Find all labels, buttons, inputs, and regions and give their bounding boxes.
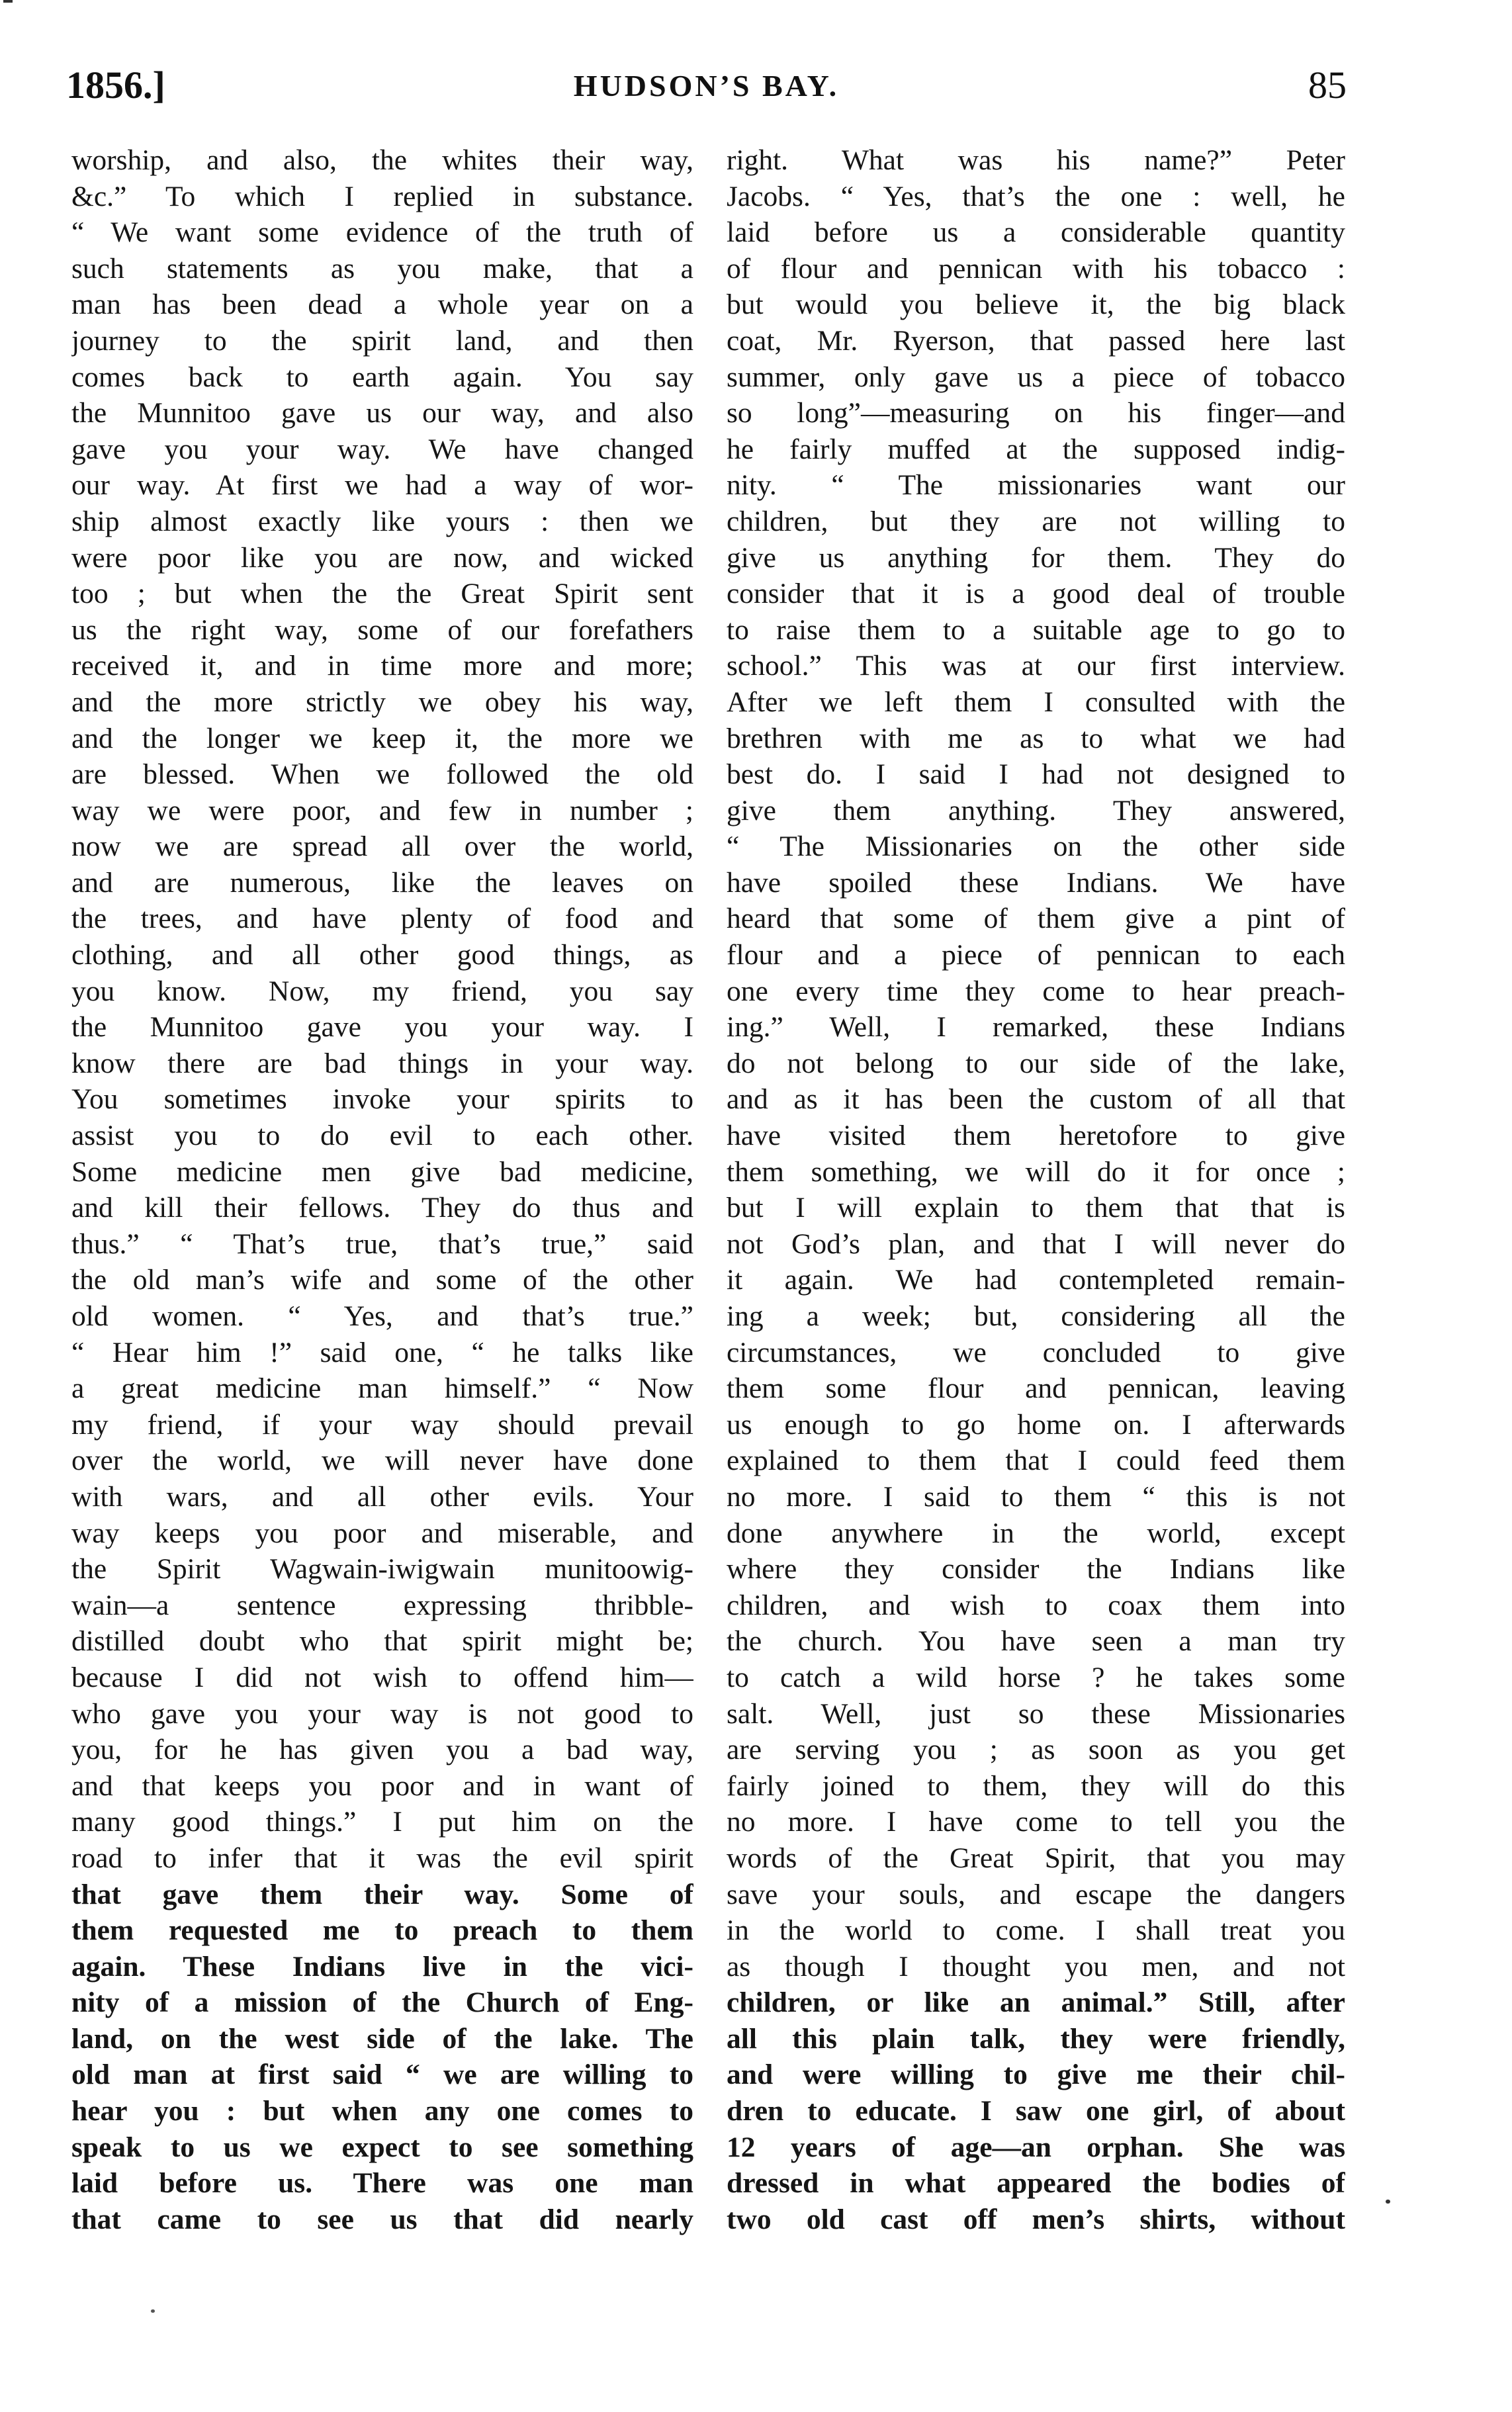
print-speck	[151, 2309, 155, 2313]
text-line: with wars, and all other evils. Your	[71, 1480, 693, 1513]
text-line: best do. I said I had not designed to	[727, 758, 1345, 791]
text-line: have spoiled these Indians. We have	[727, 866, 1345, 899]
text-line: nity. “ The missionaries want our	[727, 469, 1345, 502]
text-line: are serving you ; as soon as you get	[727, 1734, 1345, 1766]
text-line: our way. At first we had a way of wor-	[71, 469, 693, 502]
text-line: children, but they are not willing to	[727, 505, 1345, 537]
text-line: done anywhere in the world, except	[727, 1517, 1345, 1549]
text-line: You sometimes invoke your spirits to	[71, 1083, 693, 1116]
text-line: ing.” Well, I remarked, these Indians	[727, 1011, 1345, 1044]
text-line: thus.” “ That’s true, that’s true,” said	[71, 1228, 693, 1260]
text-line: ship almost exactly like yours : then we	[71, 505, 693, 537]
text-line: words of the Great Spirit, that you may	[727, 1842, 1345, 1874]
text-line: not God’s plan, and that I will never do	[727, 1228, 1345, 1260]
text-line: as though I thought you men, and not	[727, 1950, 1345, 1983]
text-line: worship, and also, the whites their way,	[71, 144, 693, 176]
text-line: “ The Missionaries on the other side	[727, 830, 1345, 863]
text-line: flour and a piece of pennican to each	[727, 939, 1345, 971]
text-line: and were willing to give me their chil-	[727, 2059, 1345, 2091]
text-line: know there are bad things in your way.	[71, 1047, 693, 1079]
text-line: now we are spread all over the world,	[71, 830, 693, 863]
text-line: old women. “ Yes, and that’s true.”	[71, 1300, 693, 1332]
text-line: so long”—measuring on his finger—and	[727, 397, 1345, 429]
text-line: and the more strictly we obey his way,	[71, 686, 693, 718]
text-line: and the longer we keep it, the more we	[71, 722, 693, 754]
text-line: do not belong to our side of the lake,	[727, 1047, 1345, 1079]
text-line: no more. I have come to tell you the	[727, 1806, 1345, 1838]
text-line: you, for he has given you a bad way,	[71, 1734, 693, 1766]
running-header	[66, 63, 1347, 122]
text-line: heard that some of them give a pint of	[727, 903, 1345, 935]
text-line: but I will explain to them that that is	[727, 1192, 1345, 1224]
text-line: and as it has been the custom of all that	[727, 1083, 1345, 1116]
text-line: such statements as you make, that a	[71, 252, 693, 285]
text-line: them some flour and pennican, leaving	[727, 1372, 1345, 1405]
text-line: too ; but when the the Great Spirit sent	[71, 578, 693, 610]
text-line: old man at first said “ we are willing to	[71, 2059, 693, 2091]
text-line: land, on the west side of the lake. The	[71, 2022, 693, 2055]
text-line: clothing, and all other good things, as	[71, 939, 693, 971]
text-line: summer, only gave us a piece of tobacco	[727, 361, 1345, 393]
text-line: distilled doubt who that spirit might be;	[71, 1625, 693, 1658]
text-line: the Spirit Wagwain-iwigwain munitoowig-	[71, 1553, 693, 1586]
text-line: way we were poor, and few in number ;	[71, 794, 693, 826]
text-line: one every time they come to hear preach-	[727, 975, 1345, 1007]
text-line: and kill their fellows. They do thus and	[71, 1192, 693, 1224]
text-line: he fairly muffed at the supposed indig-	[727, 433, 1345, 465]
text-line: the church. You have seen a man try	[727, 1625, 1345, 1658]
text-line: save your souls, and escape the dangers	[727, 1878, 1345, 1910]
text-line: children, and wish to coax them into	[727, 1589, 1345, 1621]
text-line: children, or like an animal.” Still, after	[727, 1987, 1345, 2019]
text-line: Some medicine men give bad medicine,	[71, 1155, 693, 1188]
text-line: over the world, we will never have done	[71, 1445, 693, 1477]
text-line: have visited them heretofore to give	[727, 1120, 1345, 1152]
text-line: “ We want some evidence of the truth of	[71, 216, 693, 249]
text-line: and are numerous, like the leaves on	[71, 866, 693, 899]
text-line: are blessed. When we followed the old	[71, 758, 693, 791]
text-line: wain—a sentence expressing thribble-	[71, 1589, 693, 1621]
text-line: laid before us. There was one man	[71, 2167, 693, 2200]
text-line: the Munnitoo gave you your way. I	[71, 1011, 693, 1044]
text-line: 12 years of age—an orphan. She was	[727, 2131, 1345, 2163]
text-line: circumstances, we concluded to give	[727, 1336, 1345, 1368]
text-line: explained to them that I could feed them	[727, 1445, 1345, 1477]
text-line: us enough to go home on. I afterwards	[727, 1408, 1345, 1441]
text-line: After we left them I consulted with the	[727, 686, 1345, 718]
text-line: and that keeps you poor and in want of	[71, 1769, 693, 1802]
text-line: in the world to come. I shall treat you	[727, 1914, 1345, 1947]
text-line: my friend, if your way should prevail	[71, 1408, 693, 1441]
text-line: brethren with me as to what we had	[727, 722, 1345, 754]
text-line: hear you : but when any one comes to	[71, 2095, 693, 2127]
text-line: laid before us a considerable quantity	[727, 216, 1345, 249]
text-line: ing a week; but, considering all the	[727, 1300, 1345, 1332]
text-line: but would you believe it, the big black	[727, 289, 1345, 321]
text-line: give them anything. They answered,	[727, 794, 1345, 826]
print-speck	[1386, 2200, 1390, 2204]
text-line: fairly joined to them, they will do this	[727, 1769, 1345, 1802]
right-text-column	[727, 142, 1345, 2237]
text-line: to raise them to a suitable age to go to	[727, 613, 1345, 646]
text-line: dressed in what appeared the bodies of	[727, 2167, 1345, 2200]
text-line: gave you your way. We have changed	[71, 433, 693, 465]
text-line: salt. Well, just so these Missionaries	[727, 1697, 1345, 1730]
text-line: give us anything for them. They do	[727, 541, 1345, 574]
text-line: road to infer that it was the evil spirit	[71, 1842, 693, 1874]
text-line: many good things.” I put him on the	[71, 1806, 693, 1838]
text-line: “ Hear him !” said one, “ he talks like	[71, 1336, 693, 1368]
text-line: you know. Now, my friend, you say	[71, 975, 693, 1007]
text-line: no more. I said to them “ this is not	[727, 1480, 1345, 1513]
text-line: assist you to do evil to each other.	[71, 1120, 693, 1152]
page-number: 85	[1308, 64, 1347, 107]
text-line: received it, and in time more and more;	[71, 650, 693, 682]
text-line: us the right way, some of our forefathers	[71, 613, 693, 646]
text-line: where they consider the Indians like	[727, 1553, 1345, 1586]
text-line: way keeps you poor and miserable, and	[71, 1517, 693, 1549]
text-line: the old man’s wife and some of the other	[71, 1264, 693, 1296]
text-line: coat, Mr. Ryerson, that passed here last	[727, 324, 1345, 357]
text-line: journey to the spirit land, and then	[71, 324, 693, 357]
text-line: &c.” To which I replied in substance.	[71, 180, 693, 212]
text-line: speak to us we expect to see something	[71, 2131, 693, 2163]
header-year: 1856.]	[66, 64, 165, 107]
text-line: man has been dead a whole year on a	[71, 289, 693, 321]
text-line: that came to see us that did nearly	[71, 2203, 693, 2235]
text-line: the trees, and have plenty of food and	[71, 903, 693, 935]
text-line: school.” This was at our first interview.	[727, 650, 1345, 682]
text-line: that gave them their way. Some of	[71, 1878, 693, 1910]
text-line: right. What was his name?” Peter	[727, 144, 1345, 176]
text-line: Jacobs. “ Yes, that’s the one : well, he	[727, 180, 1345, 212]
text-line: the Munnitoo gave us our way, and also	[71, 397, 693, 429]
text-line: them something, we will do it for once ;	[727, 1155, 1345, 1188]
text-line: a great medicine man himself.” “ Now	[71, 1372, 693, 1405]
header-title: HUDSON’S BAY.	[573, 69, 840, 103]
text-line: nity of a mission of the Church of Eng-	[71, 1987, 693, 2019]
text-line: were poor like you are now, and wicked	[71, 541, 693, 574]
text-line: of flour and pennican with his tobacco :	[727, 252, 1345, 285]
text-line: all this plain talk, they were friendly,	[727, 2022, 1345, 2055]
text-line: them requested me to preach to them	[71, 1914, 693, 1947]
text-line: to catch a wild horse ? he takes some	[727, 1661, 1345, 1693]
text-line: two old cast off men’s shirts, without	[727, 2203, 1345, 2235]
left-text-column	[71, 142, 693, 2237]
text-line: who gave you your way is not good to	[71, 1697, 693, 1730]
text-line: because I did not wish to offend him—	[71, 1661, 693, 1693]
text-line: comes back to earth again. You say	[71, 361, 693, 393]
text-line: again. These Indians live in the vici-	[71, 1950, 693, 1983]
text-line: dren to educate. I saw one girl, of about	[727, 2095, 1345, 2127]
text-line: it again. We had contempleted remain-	[727, 1264, 1345, 1296]
text-line: consider that it is a good deal of trouble	[727, 578, 1345, 610]
print-mark	[3, 0, 13, 3]
